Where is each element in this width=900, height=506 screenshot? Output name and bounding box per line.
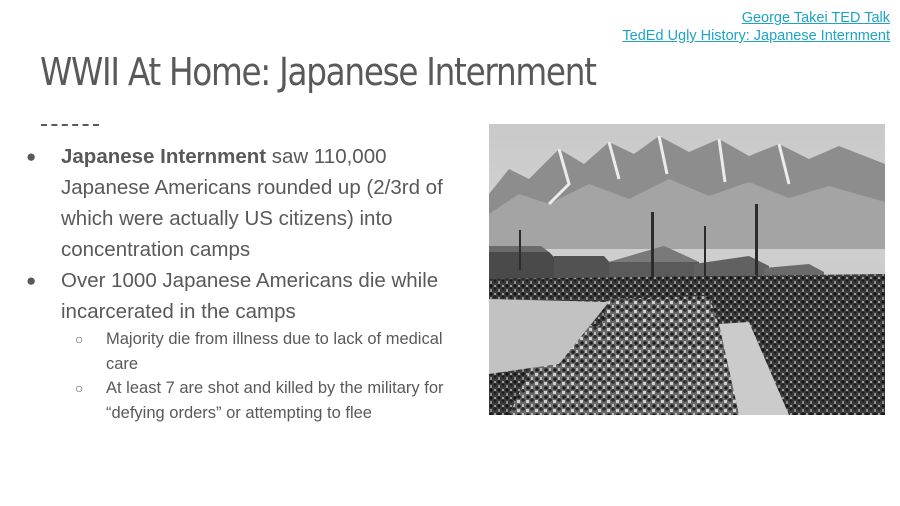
bullet-item bbox=[26, 141, 466, 265]
reference-links bbox=[622, 9, 890, 45]
sub-bullet-item bbox=[26, 376, 466, 425]
internment-camp-photo bbox=[489, 124, 885, 415]
ted-talk-link[interactable]: George Takei TED Talk bbox=[741, 10, 890, 26]
sub-bullet-ring-icon: ○ bbox=[75, 380, 84, 396]
bullet-bold-term: Japanese Internment bbox=[61, 145, 267, 168]
sub-bullet-text: Majority die from illness due to lack of medical care bbox=[106, 330, 443, 373]
sub-bullet-text: At least 7 are shot and killed by the military for “defying orders” or attempting to flee bbox=[106, 379, 444, 422]
bullet-item bbox=[26, 265, 466, 327]
bullet-text: Over 1000 Japanese Americans die while incarcerated in the camps bbox=[61, 269, 439, 323]
sub-bullet-item bbox=[26, 327, 466, 376]
bullet-dot-icon: ● bbox=[26, 147, 37, 166]
title-divider bbox=[41, 124, 99, 126]
bullet-text: saw 110,000 Japanese Americans rounded up (2/3rd of which were actually US citizens) into concentration camps bbox=[61, 145, 443, 261]
sub-bullet-ring-icon: ○ bbox=[75, 331, 84, 347]
slide-title: WWII At Home: Japanese Internment bbox=[40, 50, 596, 94]
teded-link[interactable]: TedEd Ugly History: Japanese Internment bbox=[622, 28, 890, 44]
slide-body bbox=[26, 141, 466, 425]
bullet-dot-icon: ● bbox=[26, 271, 37, 290]
